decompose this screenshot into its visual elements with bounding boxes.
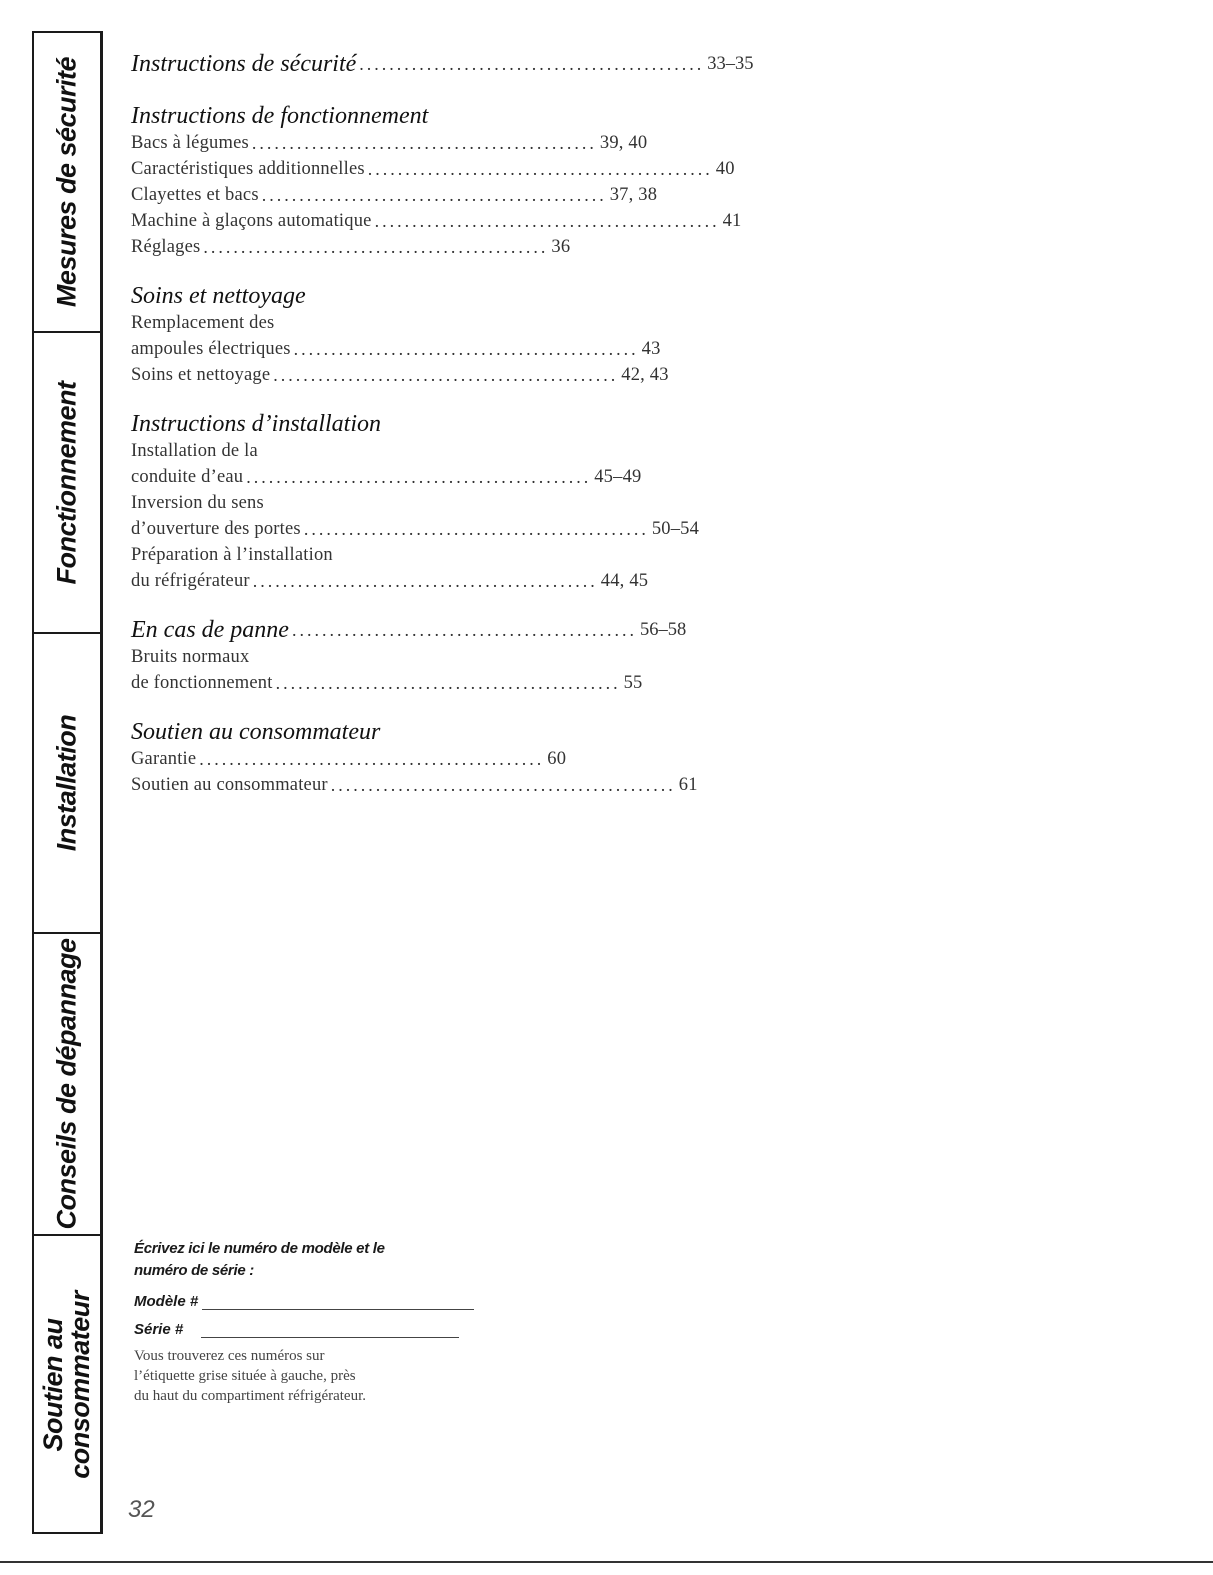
toc-entry-line: Préparation à l’installation (131, 545, 333, 565)
tab-label: Installation (51, 714, 82, 852)
model-write-line (202, 1297, 474, 1310)
toc-entry: Clayettes et bacs .............................................. 37, 38 (131, 185, 658, 205)
tab-label: Conseils de dépannage (51, 938, 82, 1230)
tab-mesures-de-securite (34, 33, 100, 333)
toc-heading-soins: Soins et nettoyage (131, 283, 306, 309)
tab-soutien-au-consommateur (34, 1236, 100, 1534)
record-heading: Écrivez ici le numéro de modèle et le (134, 1240, 385, 1257)
tab-label: Mesures de sécurité (51, 56, 82, 308)
toc-entry: d’ouverture des portes .............................................. 50–54 (131, 519, 700, 539)
toc-heading-panne: En cas de panne .............................................. 56–58 (131, 617, 687, 643)
toc-heading-securite: Instructions de sécurité .............................................. 33–35 (131, 51, 754, 77)
toc-heading-fonctionnement: Instructions de fonctionnement (131, 103, 429, 129)
tab-conseils-de-depannage (34, 934, 100, 1236)
serial-number-field: Série # (134, 1310, 534, 1338)
toc-entry: du réfrigérateur .............................................. 44, 45 (131, 571, 649, 591)
footer-rule (0, 1561, 1213, 1563)
toc-entry-line: Bruits normaux (131, 647, 250, 667)
model-number-field: Modèle # (134, 1282, 534, 1310)
toc-entry: de fonctionnement .............................................. 55 (131, 673, 643, 693)
tab-label: Fonctionnement (51, 381, 82, 584)
toc-heading-installation: Instructions d’installation (131, 411, 382, 437)
toc-entry-line: Inversion du sens (131, 493, 264, 513)
model-serial-record (134, 1238, 534, 1406)
tab-fonctionnement (34, 333, 100, 634)
toc-entry-line: Remplacement des (131, 313, 275, 333)
table-of-contents (131, 50, 754, 798)
page-number: 32 (128, 1496, 155, 1523)
toc-entry: Réglages .............................................. 36 (131, 237, 571, 257)
section-tabs (32, 31, 103, 1534)
tab-installation (34, 634, 100, 934)
toc-heading-soutien: Soutien au consommateur (131, 719, 381, 745)
toc-entry: Bacs à légumes .............................................. 39, 40 (131, 133, 648, 153)
toc-entry: Caractéristiques additionnelles .............................................. 40 (131, 159, 735, 179)
toc-entry: Soutien au consommateur .............................................. 61 (131, 775, 698, 795)
tab-label: Soutien au consommateur (38, 1291, 95, 1479)
record-note: Vous trouverez ces numéros sur l’étiquette grise située à gauche, près du haut du compartiment réfrigérateur. (134, 1348, 366, 1404)
toc-entry: Garantie .............................................. 60 (131, 749, 567, 769)
toc-entry: conduite d’eau .............................................. 45–49 (131, 467, 642, 487)
serial-write-line (201, 1325, 459, 1338)
toc-entry-line: Installation de la (131, 441, 258, 461)
toc-entry: Soins et nettoyage .............................................. 42, 43 (131, 365, 669, 385)
toc-entry: ampoules électriques .............................................. 43 (131, 339, 661, 359)
toc-entry: Machine à glaçons automatique .............................................. 41 (131, 211, 742, 231)
record-heading: numéro de série : (134, 1262, 254, 1279)
